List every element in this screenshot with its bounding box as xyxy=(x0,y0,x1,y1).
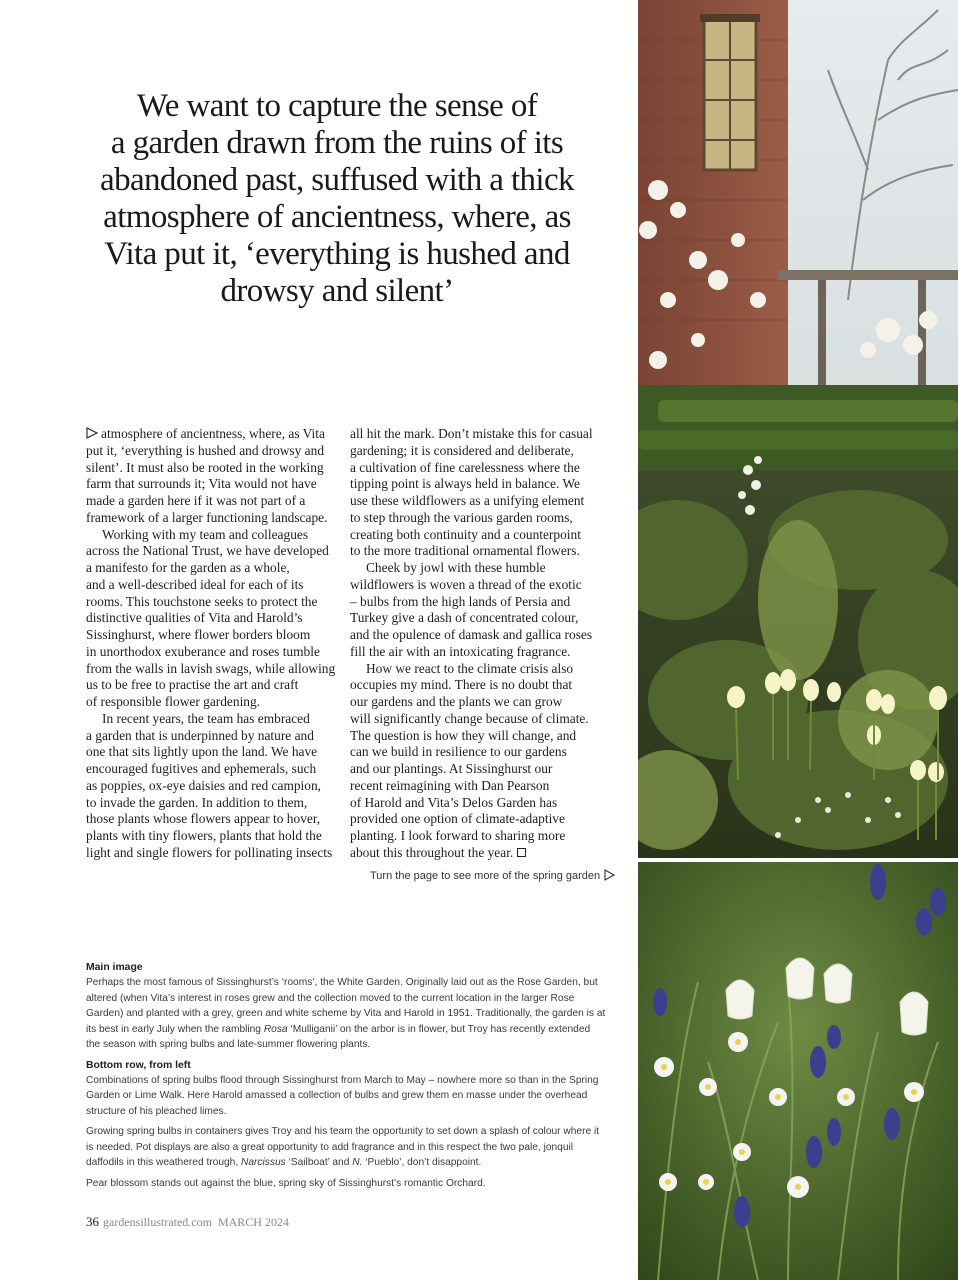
turn-page-note[interactable] xyxy=(370,869,615,882)
caption-text: ‘Mulliganii’ on the arbor is in flower, but Troy has recently extended the season with spring bulbs and late-summer flowering plants. xyxy=(86,1023,591,1050)
text-line: us to be free to practise the art and craft xyxy=(86,677,299,693)
text-line: provided one option of climate-adaptive xyxy=(350,811,565,827)
text-line: a cultivation of fine carelessness where the xyxy=(350,459,580,475)
text-line: wildflowers is woven a thread of the exotic xyxy=(350,576,582,592)
text-line: to step through the various garden rooms, xyxy=(350,509,573,525)
caption-main xyxy=(86,975,606,1053)
text-line: Turkey give a dash of concentrated colour, xyxy=(350,610,579,626)
caption-heading-bottom: Bottom row, from left xyxy=(86,1059,191,1071)
text-line: farm that surrounds it; Vita would not have xyxy=(86,476,317,492)
text-line: How we react to the climate crisis also xyxy=(366,660,574,676)
text-line: from the walls in lavish swags, while allowing xyxy=(86,660,336,676)
text-line: light and single flowers for pollinating insects xyxy=(86,844,333,860)
text-line: made a garden here if it was not part of a xyxy=(86,493,306,508)
pull-quote-line: We want to capture the sense of xyxy=(136,88,538,124)
text-line: encouraged fugitives and ephemerals, such xyxy=(86,761,317,776)
pull-quote-line: abandoned past, suffused with a thick xyxy=(100,162,574,198)
text-line: Cheek by jowl with these humble xyxy=(366,560,546,575)
text-line: about this throughout the year. xyxy=(350,844,514,860)
paragraph xyxy=(350,560,600,661)
pull-quote xyxy=(82,88,592,310)
text-line: The question is how they will change, and xyxy=(350,727,577,743)
caption-italic: Narcissus xyxy=(241,1157,286,1168)
body-column-2 xyxy=(350,426,600,862)
text-line: creating both continuity and a counterpoint xyxy=(350,526,581,542)
text-line: framework of a larger functioning landscape. xyxy=(86,509,328,525)
text-line: planting. I look forward to sharing more xyxy=(350,828,566,843)
text-line: to the more traditional ornamental flowers. xyxy=(350,543,580,559)
caption-italic: Rosa xyxy=(263,1023,288,1035)
paragraph xyxy=(350,426,600,560)
folio-text: gardensillustrated.com MARCH 2024 xyxy=(103,1215,289,1229)
text-line: a manifesto for the garden as a whole, xyxy=(86,560,290,575)
continued-triangle-icon xyxy=(86,427,98,439)
text-line: will significantly change because of climate. xyxy=(350,710,589,726)
page-number: 36 xyxy=(86,1214,99,1229)
caption-text: Growing spring bulbs in containers gives Troy and his team the opportunity to set down a splash of colour where it is needed. Pot displays are also a great opportunity to add fragrance and in this respect the two pale, jonquil daffodils in this weathered trough, xyxy=(86,1126,600,1168)
text-line: Sissinghurst, where flower borders bloom xyxy=(86,627,311,642)
text-line: put it, ‘everything is hushed and drowsy and xyxy=(86,442,325,458)
caption-bottom-1: Combinations of spring bulbs flood through Sissinghurst from March to May – nowhere more so than in the Spring Garden or Lime Walk. Here Harold amassed a collection of bulbs and grew them en masse under the overhead structure of his pleached limes. xyxy=(86,1074,599,1117)
text-line: across the National Trust, we have developed xyxy=(86,543,329,559)
paragraph xyxy=(86,711,336,862)
text-line: to invade the garden. In addition to them, xyxy=(86,794,308,810)
text-line: – bulbs from the high lands of Persia and xyxy=(350,593,571,609)
turn-page-label: Turn the page to see more of the spring garden xyxy=(370,870,601,882)
text-line: our gardens and the plants we can grow xyxy=(350,694,563,709)
paragraph xyxy=(86,426,336,527)
text-line: rooms. This touchstone seeks to protect the xyxy=(86,593,318,609)
text-line: of responsible flower gardening. xyxy=(86,694,261,709)
text-line: can we build in resilience to our gardens xyxy=(350,744,567,760)
paragraph xyxy=(350,661,600,862)
end-mark-icon xyxy=(517,848,526,857)
spring-bulbs-photo xyxy=(638,862,958,1280)
pull-quote-line: atmosphere of ancientness, where, as xyxy=(103,199,571,235)
folio xyxy=(86,1214,289,1230)
main-garden-photo xyxy=(638,0,958,858)
text-line: distinctive qualities of Vita and Harold’s xyxy=(86,610,303,626)
text-line: use these wildflowers as a unifying element xyxy=(350,493,585,508)
caption-italic: N. xyxy=(352,1157,363,1168)
text-line: In recent years, the team has embraced xyxy=(102,710,310,726)
text-line: silent’. It must also be rooted in the working xyxy=(86,459,324,475)
next-triangle-icon xyxy=(604,869,615,881)
text-line: gardening; it is considered and deliberate, xyxy=(350,442,574,458)
caption-bottom-2 xyxy=(86,1124,606,1171)
text-line: and the opulence of damask and gallica roses xyxy=(350,627,593,642)
text-line: those plants whose flowers appear to hover, xyxy=(86,811,321,827)
caption-text: ‘Pueblo’, don’t disappoint. xyxy=(362,1157,482,1168)
caption-text: Perhaps the most famous of Sissinghurst’s ‘rooms’, the White Garden. Originally laid out as the Rose Garden, but altered (when Vita’s interest in roses grew and the collection moved to the current location in the larger Rose Garden) and planted with a grey, green and white scheme by Vita and Harold in 1951. Traditionally, the garden is at its best in early July when the rambling xyxy=(86,977,606,1035)
paragraph xyxy=(86,527,336,711)
text-line: a garden that is underpinned by nature and xyxy=(86,727,314,743)
text-line: of Harold and Vita’s Delos Garden has xyxy=(350,794,558,810)
caption-heading-main: Main image xyxy=(86,962,143,973)
text-line: one that sits lightly upon the land. We have xyxy=(86,744,318,760)
text-line: occupies my mind. There is no doubt that xyxy=(350,677,573,693)
text-line: and a well-described ideal for each of its xyxy=(86,576,304,592)
pull-quote-line: drowsy and silent’ xyxy=(220,273,454,309)
caption-text: ‘Sailboat’ and xyxy=(285,1157,350,1168)
pull-quote-line: a garden drawn from the ruins of its xyxy=(110,125,564,161)
pull-quote-line: Vita put it, ‘everything is hushed and xyxy=(104,236,570,272)
text-line: fill the air with an intoxicating fragrance. xyxy=(350,643,571,659)
text-line: plants with tiny flowers, plants that hold the xyxy=(86,828,322,843)
text-line: and our plantings. At Sissinghurst our xyxy=(350,761,553,776)
captions xyxy=(86,960,606,1196)
text-line: in unorthodox exuberance and roses tumble xyxy=(86,643,320,659)
body-column-1 xyxy=(86,426,336,862)
text-line: tipping point is always held in balance. We xyxy=(350,476,580,492)
text-line: as poppies, ox-eye daisies and red campion, xyxy=(86,777,322,793)
text-line: recent reimagining with Dan Pearson xyxy=(350,777,550,793)
text-line: Working with my team and colleagues xyxy=(102,526,309,542)
text-line: atmosphere of ancientness, where, as Vita xyxy=(101,426,325,441)
caption-bottom-3: Pear blossom stands out against the blue, spring sky of Sissinghurst’s romantic Orchard. xyxy=(86,1177,486,1189)
text-line: all hit the mark. Don’t mistake this for casual xyxy=(350,426,593,441)
